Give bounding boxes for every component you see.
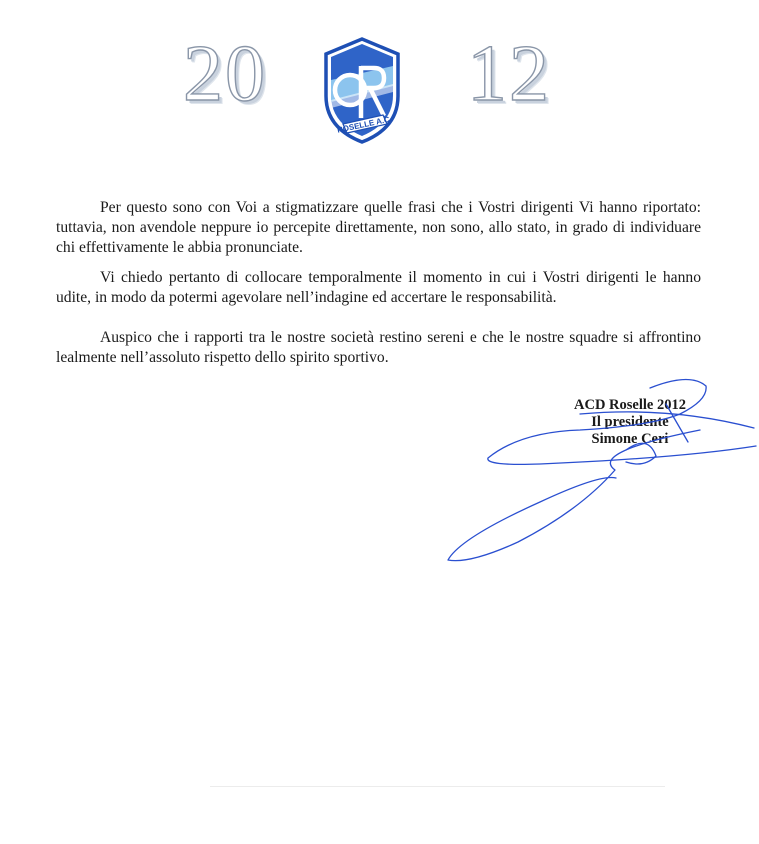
letter-paragraph-2: Vi chiedo pertanto di collocare temporalmente il momento in cui i Vostri dirigenti le hanno udite, in modo da potermi agevolare nell’indagine ed accertare le responsabilità. <box>56 269 701 306</box>
signature-role: Il presidente <box>591 414 669 430</box>
signature-block <box>560 397 700 448</box>
signature-name: Simone Ceri <box>591 431 669 447</box>
page-rule <box>210 786 665 787</box>
signature-organization: ACD Roselle 2012 <box>574 397 686 413</box>
letter-paragraph-1: Per questo sono con Voi a stigmatizzare quelle frasi che i Vostri dirigenti Vi hanno riportato: tuttavia, non avendole neppure io percepite direttamente, non sono, allo stato, in grado di individuare chi effettivamente le abbia pronunciate. <box>56 199 701 256</box>
crest-banner-text: ROSELLE A.C. <box>336 114 393 135</box>
year-digits-left: 20 <box>183 30 267 118</box>
letter-paragraph-3: Auspico che i rapporti tra le nostre società restino sereni e che le nostre squadre si affrontino lealmente nell’assoluto rispetto dello spirito sportivo. <box>56 329 701 366</box>
club-crest-logo <box>320 36 404 144</box>
year-digits-right: 12 <box>467 30 551 118</box>
